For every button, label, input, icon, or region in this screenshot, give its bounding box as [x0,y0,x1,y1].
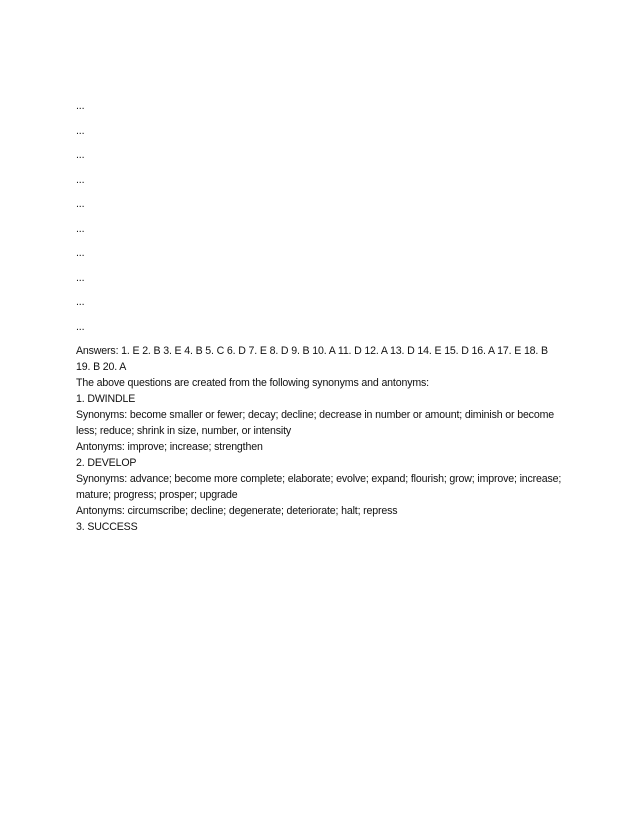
antonyms-text: Antonyms: improve; increase; strengthen [76,441,263,453]
term-heading: 3. SUCCESS [76,521,138,533]
antonyms-text: Antonyms: circumscribe; decline; degenerate; deteriorate; halt; repress [76,505,398,517]
ellipsis-line: ... [76,222,85,235]
ellipsis-line: ... [76,124,85,137]
term-heading: 1. DWINDLE [76,393,136,405]
ellipsis-line: ... [76,149,85,161]
term-dwindle [76,391,562,455]
ellipsis-line: ... [76,296,85,308]
term-success [76,519,562,535]
ellipsis-line: ... [76,247,85,259]
ellipsis-line: ... [76,173,85,186]
term-heading: 2. DEVELOP [76,457,137,469]
ellipsis-list [76,98,562,335]
answer-key: Answers: 1. E 2. B 3. E 4. B 5. C 6. D 7. E 8. D 9. B 10. A 11. D 12. A 13. D 14. E 15. D 16. A 17. E 18. B 19. B 20. A [76,345,548,373]
ellipsis-line: ... [76,271,85,284]
ellipsis-line: ... [76,198,85,210]
synonyms-text: Synonyms: advance; become more complete; elaborate; evolve; expand; flourish; grow; improve; increase; mature; progress; prosper; upgrade [76,473,562,501]
term-develop [76,455,562,519]
intro-text: The above questions are created from the following synonyms and antonyms: [76,377,429,389]
document-body [76,98,562,535]
ellipsis-line: ... [76,100,85,112]
synonyms-text: Synonyms: become smaller or fewer; decay; decline; decrease in number or amount; diminish or become less; reduce; shrink in size, number, or intensity [76,409,554,437]
ellipsis-line: ... [76,320,85,333]
